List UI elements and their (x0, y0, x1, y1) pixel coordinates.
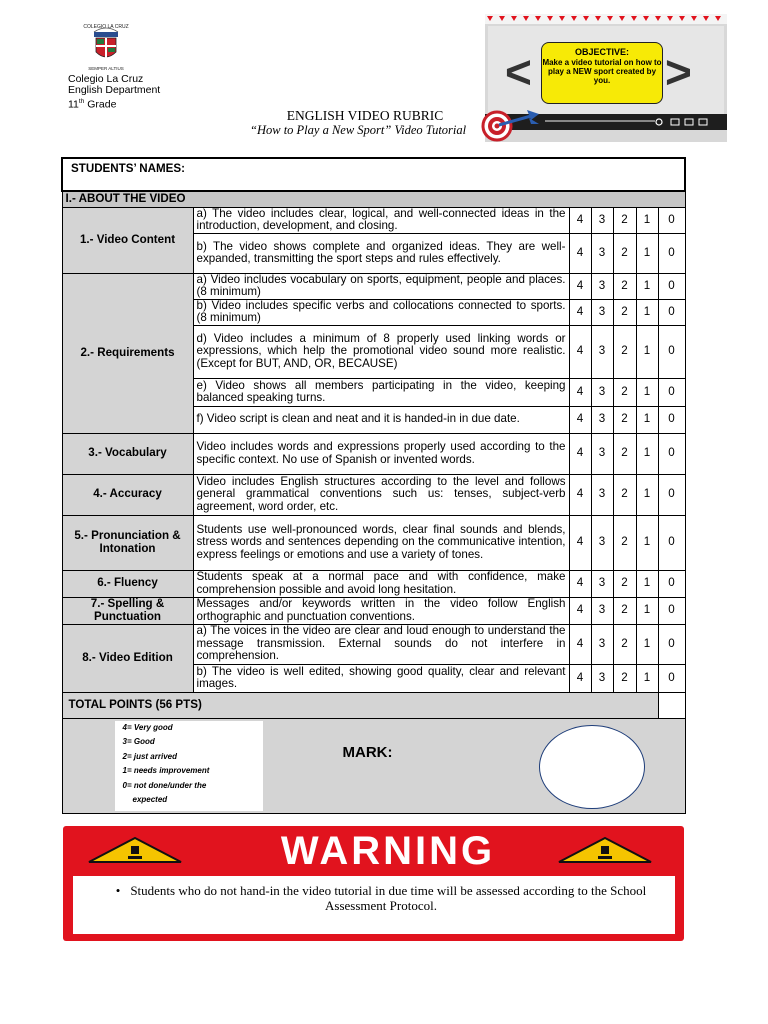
score-option-1[interactable]: 1 (636, 433, 658, 474)
score-option-1[interactable]: 1 (636, 597, 658, 624)
score-option-1[interactable]: 1 (636, 299, 658, 325)
score-option-4[interactable]: 4 (569, 233, 591, 273)
score-option-0[interactable]: 0 (658, 570, 685, 597)
score-option-3[interactable]: 3 (591, 273, 613, 299)
warning-title: WARNING (280, 829, 496, 873)
score-option-3[interactable]: 3 (591, 597, 613, 624)
svg-text:COLEGIO LA CRUZ: COLEGIO LA CRUZ (83, 24, 129, 30)
score-option-0[interactable]: 0 (658, 273, 685, 299)
score-option-4[interactable]: 4 (569, 325, 591, 378)
score-option-2[interactable]: 2 (613, 664, 636, 692)
criterion-descriptor: a) The video includes clear, logical, and well-connected ideas in the introduction, development, and closing. (193, 207, 569, 233)
score-option-2[interactable]: 2 (613, 378, 636, 406)
score-option-3[interactable]: 3 (591, 515, 613, 570)
score-option-0[interactable]: 0 (658, 664, 685, 692)
department-name: English Department (68, 84, 161, 96)
criterion-descriptor: Students speak at a normal pace and with confidence, make comprehension possible and avoid long hesitation. (193, 570, 569, 597)
criterion-descriptor: b) Video includes specific verbs and collocations connected to sports. (8 minimum) (193, 299, 569, 325)
score-option-0[interactable]: 0 (658, 624, 685, 664)
arrow-border-decoration (485, 14, 727, 24)
grade-label: 11th Grade (68, 98, 117, 111)
score-option-0[interactable]: 0 (658, 474, 685, 515)
mark-section (62, 718, 685, 813)
score-option-2[interactable]: 2 (613, 207, 636, 233)
section-heading: I.- ABOUT THE VIDEO (62, 191, 685, 207)
criterion-descriptor: a) The voices in the video are clear and loud enough to understand the message transmission. External sounds do not interfere in comprehension. (193, 624, 569, 664)
score-option-0[interactable]: 0 (658, 207, 685, 233)
school-crest-logo (72, 18, 140, 76)
criterion-name: 4.- Accuracy (62, 474, 193, 515)
criterion-name: 8.- Video Edition (62, 624, 193, 692)
score-option-4[interactable]: 4 (569, 273, 591, 299)
criterion-name: 2.- Requirements (62, 273, 193, 433)
score-option-2[interactable]: 2 (613, 233, 636, 273)
criterion-descriptor: Messages and/or keywords written in the video follow English orthographic and punctuation conventions. (193, 597, 569, 624)
criterion-row (62, 207, 685, 233)
score-option-4[interactable]: 4 (569, 378, 591, 406)
criterion-descriptor: e) Video shows all members participating in the video, keeping balanced speaking turns. (193, 378, 569, 406)
objective-heading: OBJECTIVE: (574, 47, 629, 57)
key-line: 0= not done/under the (122, 780, 207, 790)
score-option-2[interactable]: 2 (613, 433, 636, 474)
score-option-2[interactable]: 2 (613, 515, 636, 570)
chevron-left-icon: < (505, 46, 532, 98)
svg-text:SEMPER ALTIUS: SEMPER ALTIUS (88, 66, 124, 71)
key-line: 3= Good (122, 737, 155, 746)
document-subtitle: “How to Play a New Sport” Video Tutorial (250, 123, 467, 137)
score-option-1[interactable]: 1 (636, 207, 658, 233)
criterion-name: 5.- Pronunciation & Intonation (62, 515, 193, 570)
criterion-row (62, 624, 685, 664)
score-option-4[interactable]: 4 (569, 406, 591, 433)
score-option-3[interactable]: 3 (591, 664, 613, 692)
criterion-descriptor: f) Video script is clean and neat and it is handed-in in due date. (193, 406, 569, 433)
score-option-0[interactable]: 0 (658, 597, 685, 624)
score-option-3[interactable]: 3 (591, 207, 613, 233)
score-option-3[interactable]: 3 (591, 378, 613, 406)
score-option-4[interactable]: 4 (569, 597, 591, 624)
key-line: expected (132, 795, 168, 804)
score-option-1[interactable]: 1 (636, 233, 658, 273)
score-option-4[interactable]: 4 (569, 474, 591, 515)
criterion-descriptor: d) Video includes a minimum of 8 properly used linking words or expressions, which help the promotional video sound more realistic. (Except for BUT, AND, OR, BECAUSE) (193, 325, 569, 378)
key-line: 2= just arrived (122, 751, 177, 761)
warning-icon (555, 836, 655, 864)
warning-panel (63, 826, 684, 941)
score-option-3[interactable]: 3 (591, 299, 613, 325)
warning-icon (85, 836, 185, 864)
criterion-name: 3.- Vocabulary (62, 433, 193, 474)
total-points-row (62, 692, 685, 718)
scoring-key (115, 721, 263, 811)
score-option-2[interactable]: 2 (613, 624, 636, 664)
criterion-descriptor: b) The video shows complete and organized ideas. They are well-expanded, transmitting the sport steps and rules effectively. (193, 233, 569, 273)
criterion-descriptor: Video includes English structures according to the level and follows general grammatical conventions such us: tenses, subject-verb agreement, word order, etc. (193, 474, 569, 515)
score-option-4[interactable]: 4 (569, 433, 591, 474)
key-line: 4= Very good (122, 722, 173, 732)
warning-message-box (73, 876, 675, 934)
player-controls-icons (653, 117, 713, 127)
score-option-0[interactable]: 0 (658, 325, 685, 378)
score-option-0[interactable]: 0 (658, 433, 685, 474)
score-option-4[interactable]: 4 (569, 207, 591, 233)
score-option-1[interactable]: 1 (636, 273, 658, 299)
score-option-2[interactable]: 2 (613, 325, 636, 378)
progress-track (545, 120, 655, 122)
chevron-right-icon: > (665, 46, 692, 98)
total-points-field[interactable] (658, 692, 685, 718)
score-option-3[interactable]: 3 (591, 474, 613, 515)
score-option-3[interactable]: 3 (591, 624, 613, 664)
score-option-3[interactable]: 3 (591, 570, 613, 597)
criterion-row (62, 433, 685, 474)
score-option-4[interactable]: 4 (569, 624, 591, 664)
criterion-descriptor: Students use well-pronounced words, clear final sounds and blends, stress words and sentences depending on the communicative intention, express feelings or emotions and use a variety of tones. (193, 515, 569, 570)
rubric-table (61, 157, 686, 814)
score-option-1[interactable]: 1 (636, 664, 658, 692)
score-option-0[interactable]: 0 (658, 406, 685, 433)
mark-label: MARK: (342, 743, 393, 761)
school-name: Colegio La Cruz (68, 73, 144, 85)
criterion-row (62, 474, 685, 515)
criterion-descriptor: a) Video includes vocabulary on sports, equipment, people and places. (8 minimum) (193, 273, 569, 299)
score-option-3[interactable]: 3 (591, 406, 613, 433)
objective-banner (485, 14, 727, 142)
mark-field[interactable] (539, 725, 645, 809)
students-names-row (62, 158, 685, 191)
criterion-row (62, 570, 685, 597)
score-option-1[interactable]: 1 (636, 474, 658, 515)
total-points-label: TOTAL POINTS (56 PTS) (62, 692, 658, 718)
criterion-row (62, 597, 685, 624)
objective-box (541, 42, 663, 104)
score-option-4[interactable]: 4 (569, 515, 591, 570)
key-line: 1= needs improvement (122, 766, 210, 775)
score-option-0[interactable]: 0 (658, 233, 685, 273)
document-title: ENGLISH VIDEO RUBRIC (286, 108, 444, 123)
score-option-1[interactable]: 1 (636, 378, 658, 406)
score-option-0[interactable]: 0 (658, 378, 685, 406)
criterion-row (62, 273, 685, 299)
score-option-2[interactable]: 2 (613, 406, 636, 433)
score-option-2[interactable]: 2 (613, 299, 636, 325)
section-row (62, 191, 685, 207)
score-option-2[interactable]: 2 (613, 273, 636, 299)
score-option-2[interactable]: 2 (613, 570, 636, 597)
score-option-2[interactable]: 2 (613, 474, 636, 515)
score-option-4[interactable]: 4 (569, 570, 591, 597)
score-option-2[interactable]: 2 (613, 597, 636, 624)
criterion-name: 7.- Spelling & Punctuation (62, 597, 193, 624)
criterion-descriptor: b) The video is well edited, showing good quality, clear and relevant images. (193, 664, 569, 692)
score-option-1[interactable]: 1 (636, 515, 658, 570)
criterion-descriptor: Video includes words and expressions properly used according to the specific context. No use of Spanish or invented words. (193, 433, 569, 474)
score-option-4[interactable]: 4 (569, 664, 591, 692)
score-option-4[interactable]: 4 (569, 299, 591, 325)
score-option-0[interactable]: 0 (658, 515, 685, 570)
mark-row (62, 718, 685, 813)
objective-text: Make a video tutorial on how to play a NEW sport created by you. (542, 58, 662, 85)
warning-message: • Students who do not hand-in the video tutorial in due time will be assessed according to the School Assessment Protocol. (115, 883, 647, 913)
score-option-3[interactable]: 3 (591, 325, 613, 378)
target-dart-icon (479, 98, 549, 142)
score-option-1[interactable]: 1 (636, 406, 658, 433)
students-names-field[interactable]: STUDENTS’ NAMES: (62, 158, 685, 191)
score-option-1[interactable]: 1 (636, 570, 658, 597)
school-info (68, 74, 160, 111)
score-option-1[interactable]: 1 (636, 325, 658, 378)
criterion-name: 1.- Video Content (62, 207, 193, 273)
score-option-1[interactable]: 1 (636, 624, 658, 664)
score-option-3[interactable]: 3 (591, 233, 613, 273)
criterion-row (62, 515, 685, 570)
score-option-3[interactable]: 3 (591, 433, 613, 474)
score-option-0[interactable]: 0 (658, 299, 685, 325)
criterion-name: 6.- Fluency (62, 570, 193, 597)
